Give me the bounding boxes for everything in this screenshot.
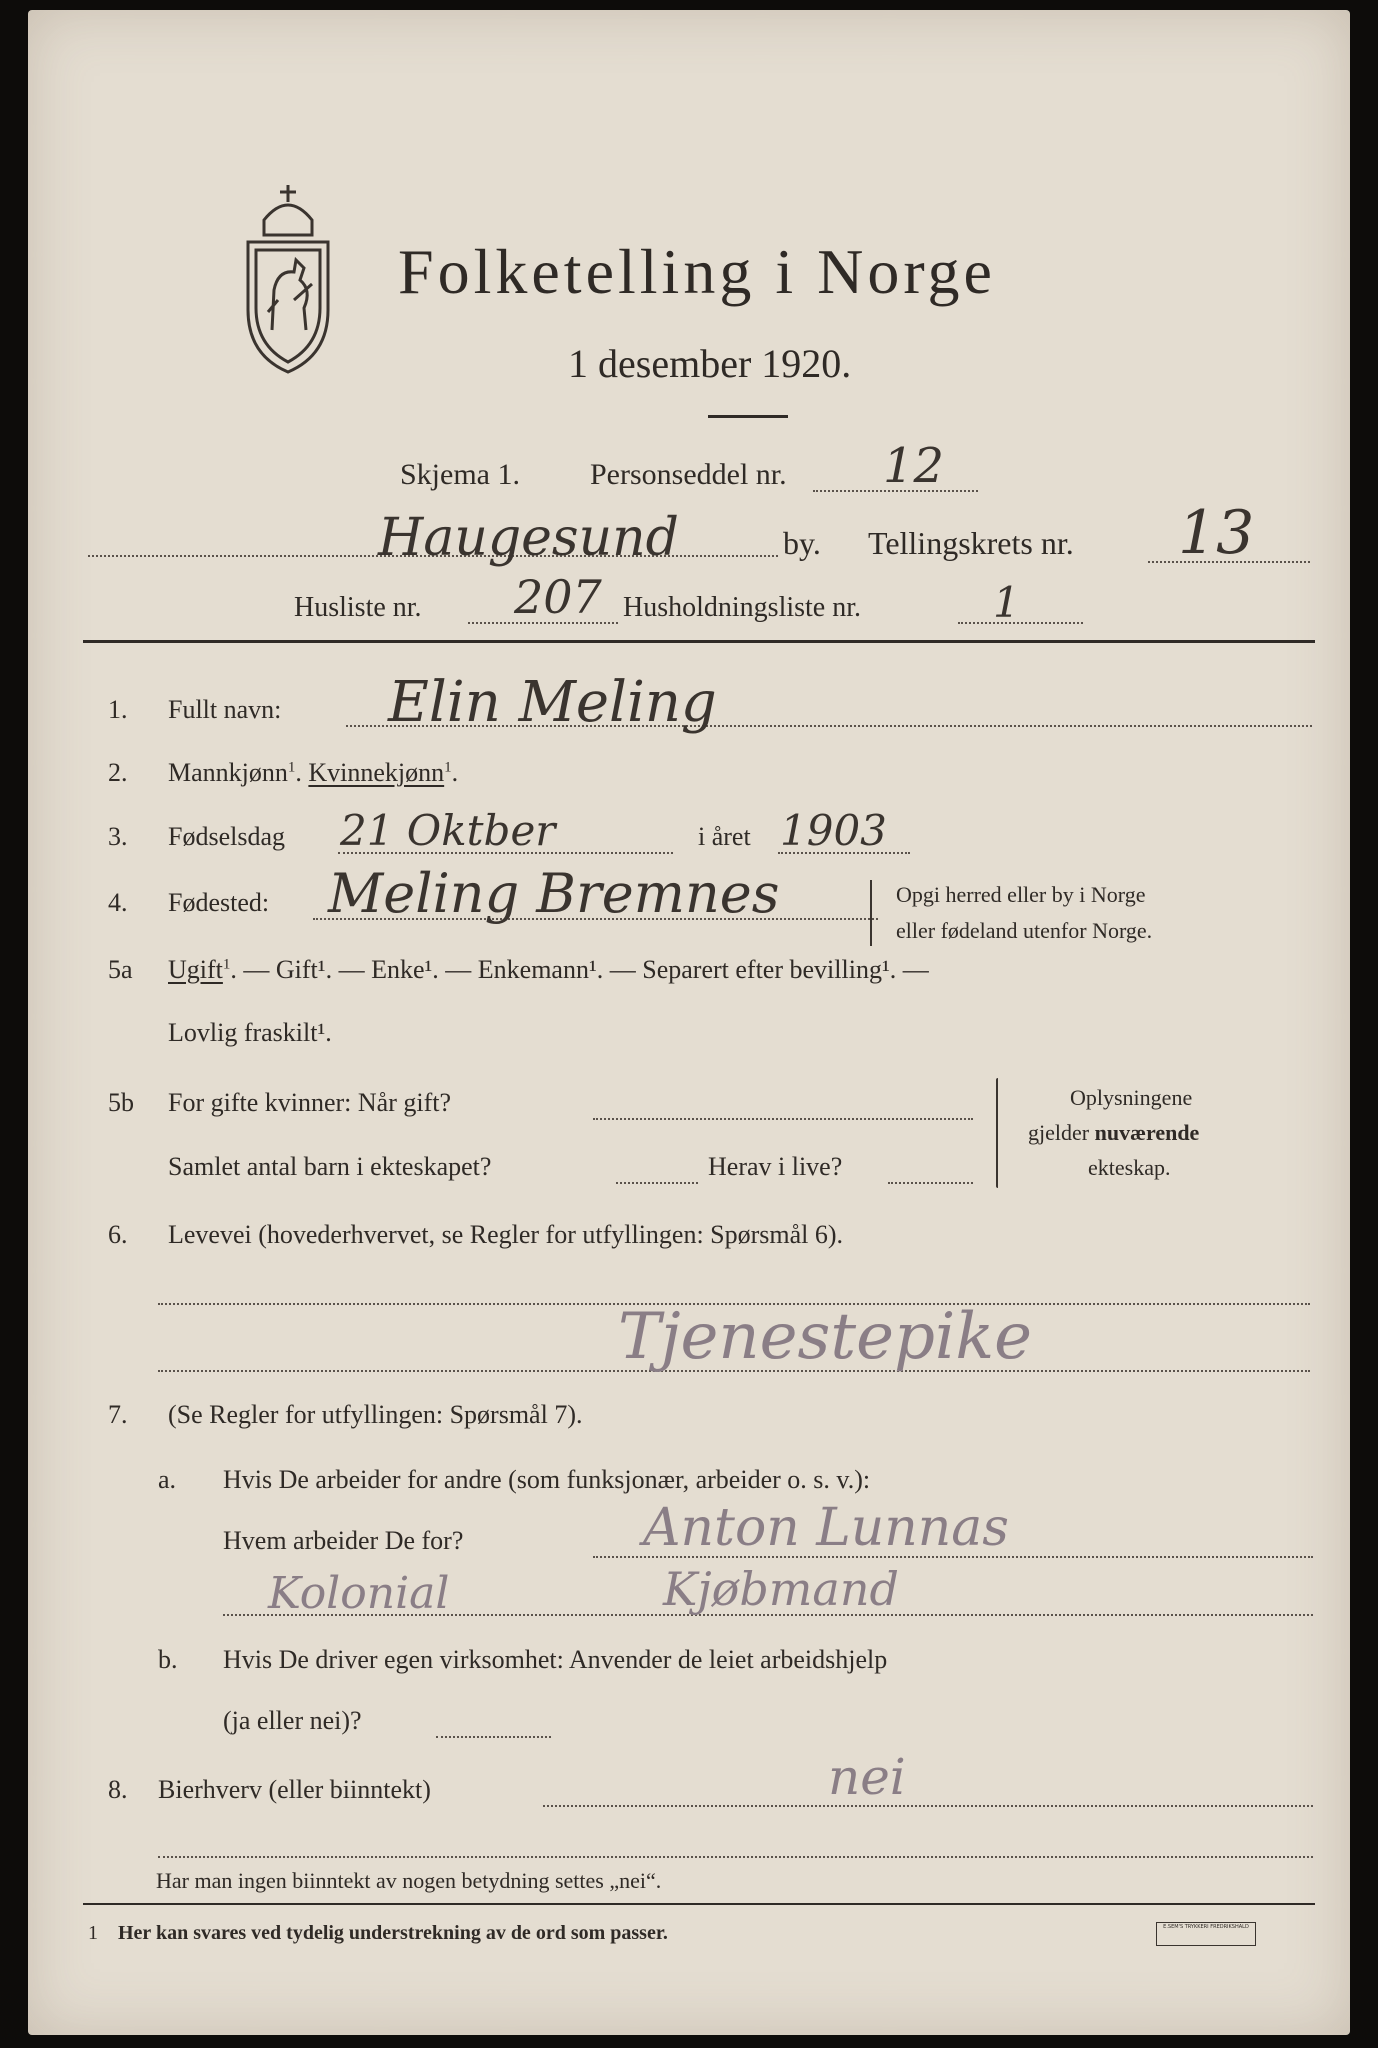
- q1-label: Fullt navn:: [168, 695, 282, 724]
- q4-value: Meling Bremnes: [328, 862, 780, 925]
- q5a-line2: Lovlig fraskilt¹.: [168, 1018, 332, 1047]
- q4-label: Fødested:: [168, 888, 270, 917]
- q5b-number: 5b: [108, 1088, 134, 1117]
- q4-number: 4.: [108, 888, 128, 917]
- q3-value: 21 Oktber: [340, 806, 556, 855]
- q5a-options: Ugift$^1$. — Gift¹. — Enke¹. — Enkemann¹. — Separert efter bevilling¹. —: [168, 955, 929, 984]
- q3-number: 3.: [108, 822, 128, 851]
- title-divider: [708, 415, 788, 418]
- q7a-value-trade: Kolonial: [268, 1568, 450, 1619]
- q5b-children-field[interactable]: [616, 1182, 698, 1184]
- q5b-label3: Herav i live?: [708, 1152, 843, 1181]
- q5a-rest: . — Gift¹. — Enke¹. — Enkemann¹. — Separert efter bevilling¹. —: [230, 955, 929, 984]
- q5b-label2: Samlet antal barn i ekteskapet?: [168, 1152, 492, 1181]
- q7a-letter: a.: [158, 1465, 177, 1494]
- by-label: by.: [783, 525, 821, 561]
- q4-note-line1: Opgi herred eller by i Norge: [896, 882, 1146, 907]
- q6-number: 6.: [108, 1220, 128, 1249]
- q3-label: Fødselsdag: [168, 822, 285, 851]
- q5b-alive-field[interactable]: [888, 1182, 973, 1184]
- q7-number: 7.: [108, 1400, 128, 1429]
- q7b-question: (ja eller nei)?: [223, 1706, 362, 1735]
- footnote-main: Har man ingen biinntekt av nogen betydning settes „nei“.: [156, 1868, 662, 1893]
- q4-brace: [870, 880, 872, 946]
- q3-year-value: 1903: [780, 806, 887, 855]
- q8-field-line2[interactable]: [158, 1856, 1313, 1858]
- q5b-note-line2: gjelder nuværende: [1028, 1120, 1200, 1145]
- q8-number: 8.: [108, 1775, 128, 1804]
- q6-label: Levevei (hovederhvervet, se Regler for utfyllingen: Spørsmål 6).: [168, 1220, 844, 1249]
- header-rule: [83, 640, 1315, 643]
- q7-label: (Se Regler for utfyllingen: Spørsmål 7).: [168, 1400, 583, 1429]
- q7a-value-title: Kjøbmand: [663, 1562, 899, 1616]
- q5a-ugift: Ugift: [168, 955, 223, 984]
- personseddel-value: 12: [883, 438, 945, 494]
- by-value: Haugesund: [378, 508, 679, 568]
- footnote-text: Her kan svares ved tydelig understrekning av de ord som passer.: [118, 1922, 668, 1944]
- husholdning-value: 1: [993, 578, 1020, 627]
- q8-value: nei: [828, 1748, 906, 1806]
- q5b-note-line1: Oplysningene: [1070, 1085, 1193, 1110]
- q5b-label1: For gifte kvinner: Når gift?: [168, 1088, 452, 1117]
- footnote-mark: 1: [88, 1922, 98, 1944]
- tellingskrets-value: 13: [1178, 498, 1255, 568]
- form-date: 1 desember 1920.: [568, 341, 852, 386]
- husliste-value: 207: [514, 570, 602, 624]
- q7a-text: Hvis De arbeider for andre (som funksjonær, arbeider o. s. v.):: [223, 1465, 871, 1494]
- q7b-field[interactable]: [436, 1736, 551, 1738]
- q4-note-line2: eller fødeland utenfor Norge.: [896, 918, 1153, 943]
- husholdning-field[interactable]: [958, 622, 1083, 624]
- census-form: [28, 10, 1350, 2035]
- q1-value: Elin Meling: [388, 670, 717, 735]
- q5b-married-field[interactable]: [593, 1118, 973, 1120]
- form-title: Folketelling i Norge: [398, 236, 996, 307]
- skjema-label: Skjema 1.: [400, 458, 520, 491]
- husholdning-label: Husholdningsliste nr.: [623, 592, 862, 623]
- q7a-question: Hvem arbeider De for?: [223, 1526, 464, 1555]
- q5b-note-line3: ekteskap.: [1088, 1155, 1171, 1180]
- printer-stamp: E.SEM'S TRYKKERI FREDRIKSHALD: [1156, 1922, 1256, 1946]
- q7a-value-employer: Anton Lunnas: [643, 1498, 1009, 1558]
- q7b-text: Hvis De driver egen virksomhet: Anvender de leiet arbeidshjelp: [223, 1645, 888, 1674]
- q5a-number: 5a: [108, 955, 133, 984]
- q8-field-line1[interactable]: [543, 1805, 1313, 1807]
- personseddel-label: Personseddel nr.: [590, 458, 787, 491]
- q2-options: Mannkjønn$^1$. Kvinnekjønn$^1$.: [168, 758, 459, 787]
- q7b-letter: b.: [158, 1645, 178, 1674]
- q1-number: 1.: [108, 695, 128, 724]
- footer-rule: [83, 1903, 1315, 1905]
- q2-male: Mannkjønn: [168, 758, 288, 787]
- coat-of-arms-icon: [234, 180, 342, 380]
- husliste-label: Husliste nr.: [294, 592, 422, 623]
- q6-value: Tjenestepike: [618, 1300, 1033, 1374]
- q3-year-label: i året: [698, 822, 751, 851]
- q8-label: Bierhverv (eller biinntekt): [158, 1775, 431, 1804]
- q2-female: Kvinnekjønn: [308, 758, 445, 787]
- tellingskrets-label: Tellingskrets nr.: [868, 525, 1074, 561]
- q2-number: 2.: [108, 758, 128, 787]
- q5b-brace: [996, 1078, 998, 1188]
